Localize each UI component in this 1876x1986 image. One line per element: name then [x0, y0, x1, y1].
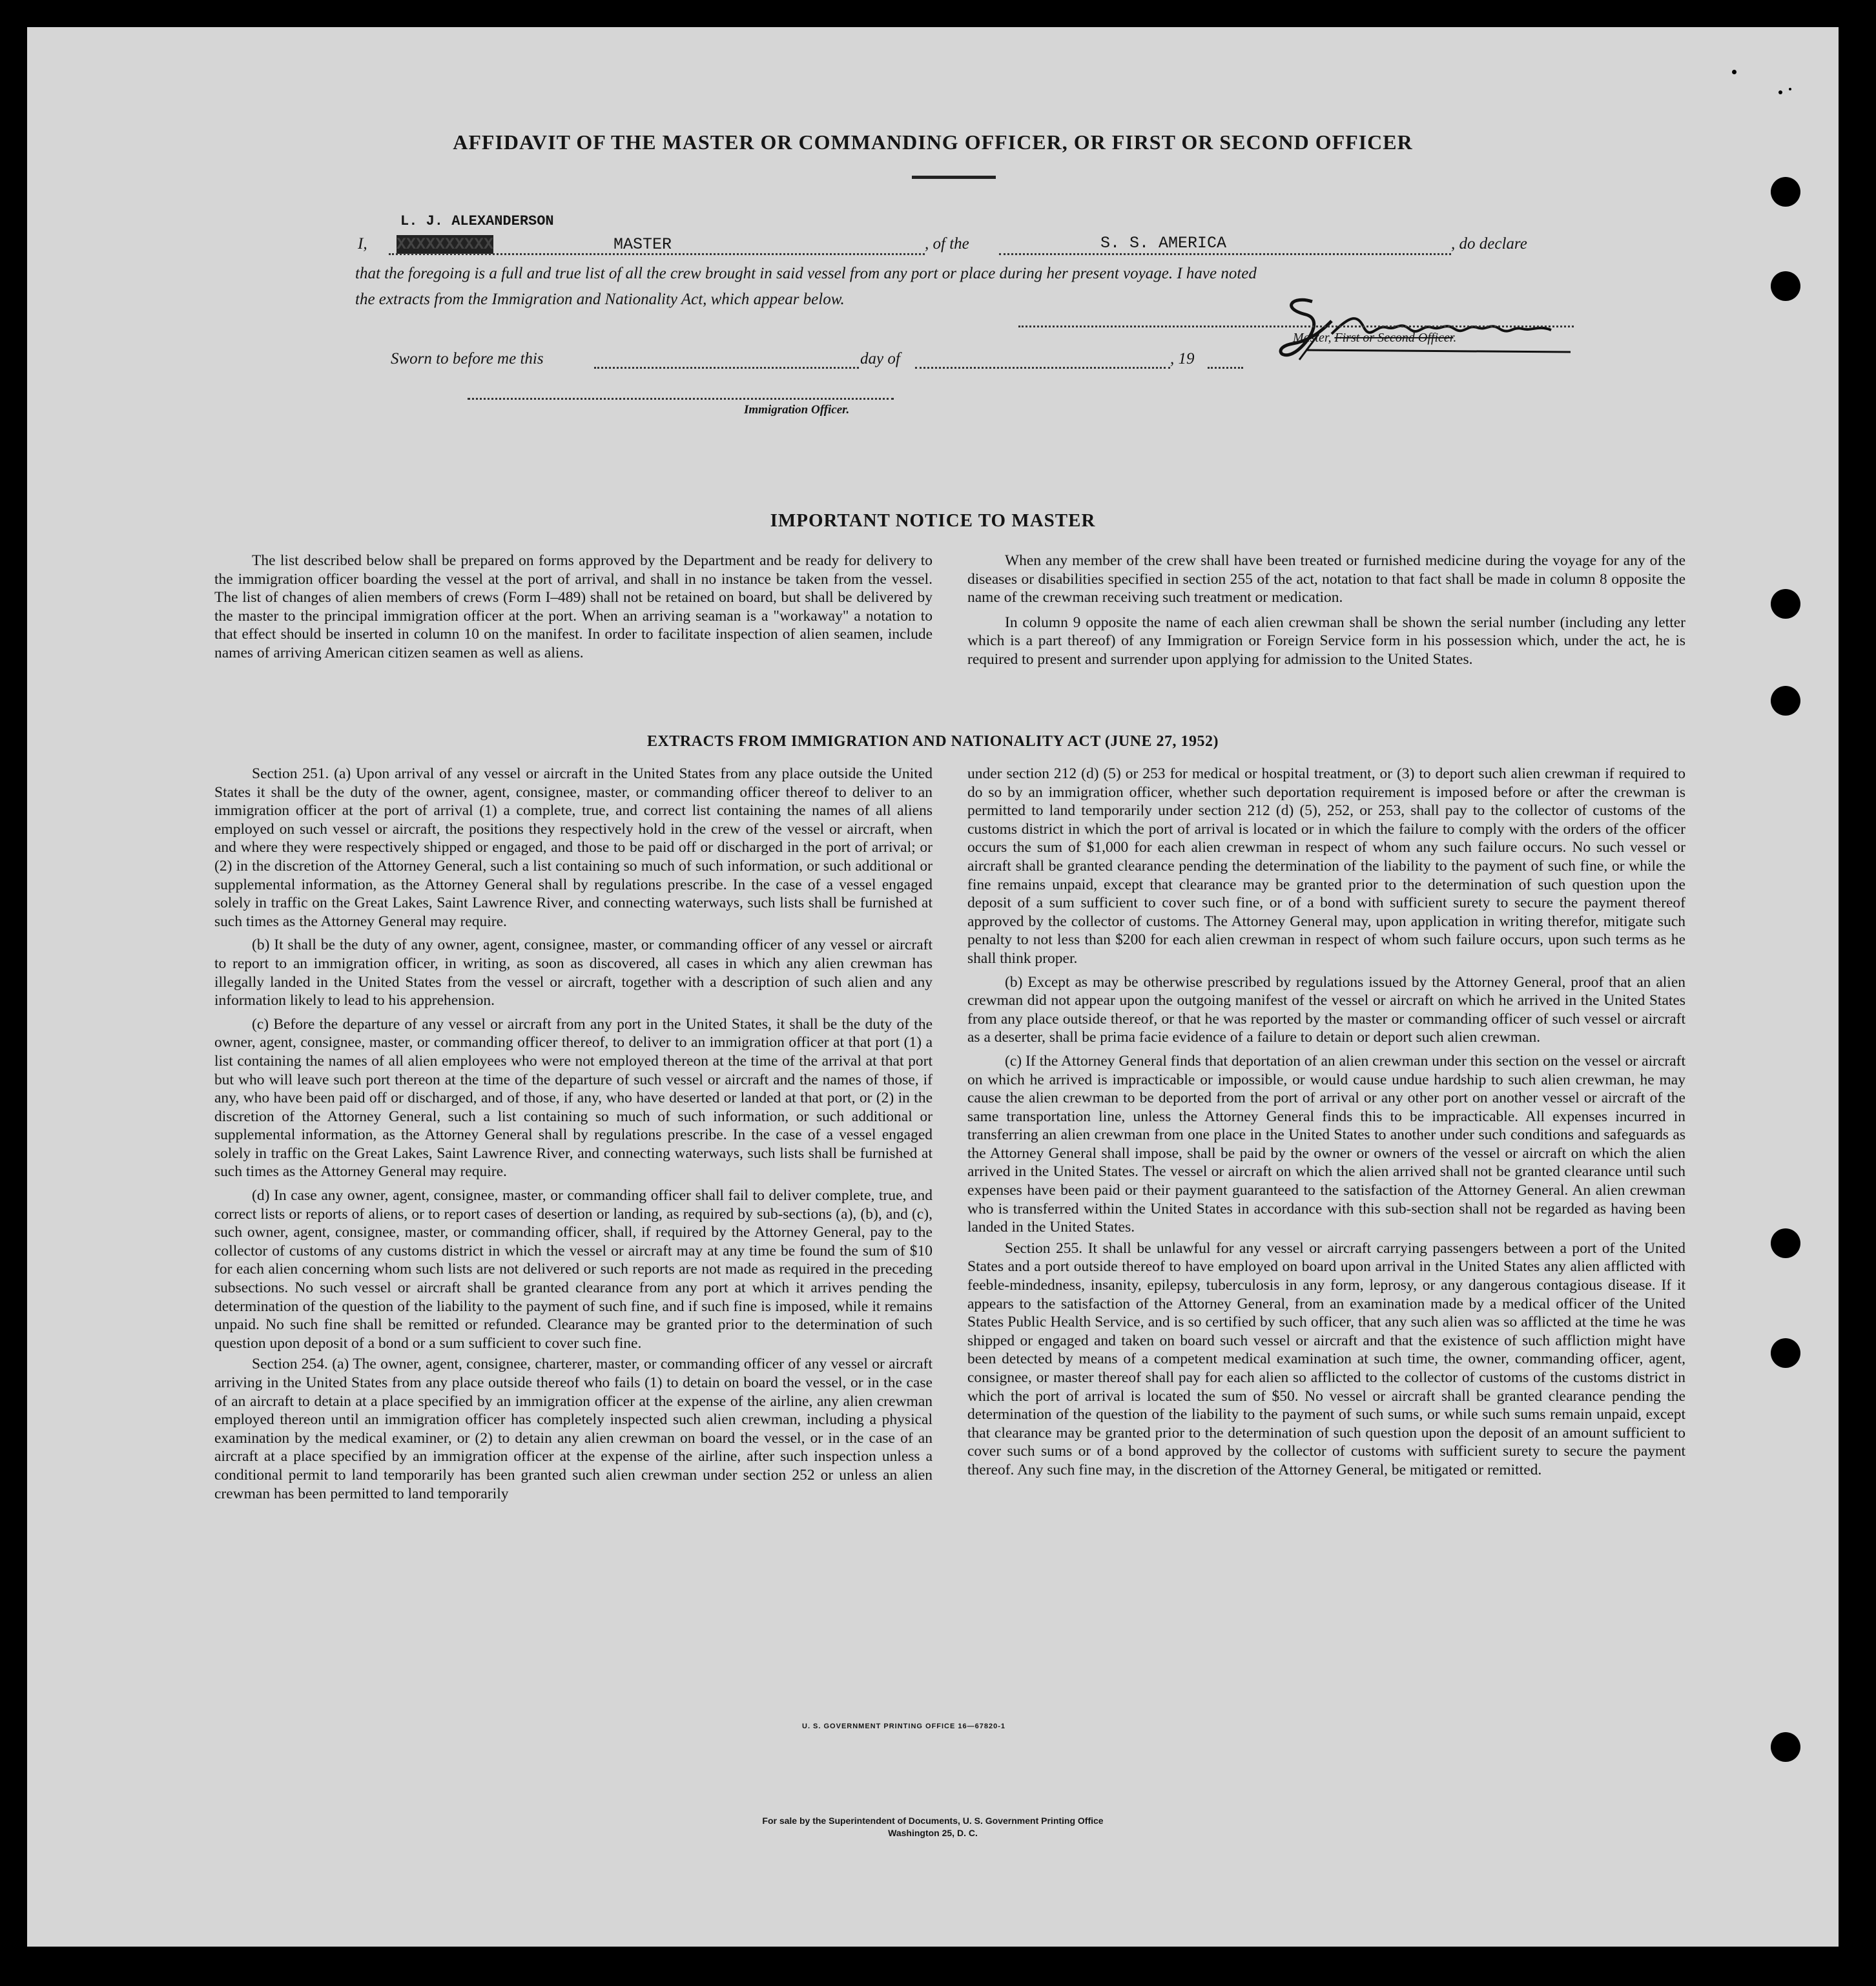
gpo-imprint: U. S. GOVERNMENT PRINTING OFFICE 16—67820-1: [802, 1722, 1006, 1730]
section-251-a: Section 251. (a) Upon arrival of any vessel or aircraft in the United States from any place outside the United States it shall be the duty of the owner, agent, consignee, master, or commanding officer thereof to deliver to an immigration officer at the port of arrival (1) a complete, true, and correct list containing the names of all aliens employed on such vessel or aircraft, the positions they respectively hold in the crew of the vessel or aircraft, when and where they were respectively shipped or engaged, and those to be paid off or discharged in the port of arrival; or (2) in the discretion of the Attorney General, such a list containing so much of such information, or such additional or supplemental information, as the Attorney General shall by regulations prescribe. In the case of a vessel engaged solely in traffic on the Great Lakes, Saint Lawrence River, and connecting waterways, such lists shall be furnished at such times as the Attorney General may require.: [214, 765, 933, 930]
sworn-day-line: [594, 367, 859, 369]
title-rule: [912, 176, 996, 179]
punch-hole: [1771, 1338, 1800, 1368]
notice-title: IMPORTANT NOTICE TO MASTER: [770, 510, 1096, 531]
of-the-label: , of the: [925, 235, 969, 253]
caption-officer-struck: First or Second Officer: [1334, 331, 1454, 345]
day-of-label: day of: [860, 350, 900, 367]
section-254-b: (b) Except as may be otherwise prescribed by regulations issued by the Attorney General, proof that an alien crewman did not appear upon the outgoing manifest of the vessel or aircraft on which he arrived in the United States from any place outside thereof, or that he was reported by the master or commanding officer of such vessel or aircraft as a deserter, shall be prima facie evidence of a failure to detain or deport such alien crewman.: [967, 973, 1685, 1046]
struck-rank: XXXXXXXXXX: [397, 235, 494, 254]
sale-notice: [27, 1815, 1839, 1839]
year-label: , 19: [1170, 350, 1195, 367]
speck: [1778, 90, 1782, 94]
affidavit-title: AFFIDAVIT OF THE MASTER OR COMMANDING OFFICER, OR FIRST OR SECOND OFFICER: [453, 130, 1413, 154]
do-declare-label: , do declare: [1451, 235, 1527, 253]
vessel-line: [999, 253, 1451, 255]
sworn-label: Sworn to before me this: [391, 350, 544, 367]
officer-caption: Immigration Officer.: [744, 403, 850, 417]
master-name: L. J. ALEXANDERSON: [400, 213, 554, 229]
notice-right-column: [967, 552, 1685, 669]
section-254-a-cont: under section 212 (d) (5) or 253 for medical or hospital treatment, or (3) to deport such alien crewman if required to do so by an immigration officer, whether such deportation requirement is imposed before or after the crewman is permitted to land temporarily under section 212 (d) (5), 252, or 253, shall pay to the collector of customs of the customs district in which the port of arrival is located or in which the failure to comply with the orders of the officer occurs the sum of $1,000 for each alien crewman in respect of whom any such failure occurs. No such vessel or aircraft shall be granted clearance pending the determination of the liability to the payment of such fine, or while the fine remains unpaid, except that clearance may be granted prior to the determination of such question upon the deposit of a sum sufficient to cover such fine, or of a bond with sufficient surety to secure the payment thereof approved by the collector of customs. The Attorney General may, upon application in writing therefor, mitigate such penalty to not less than $200 for each alien crewman in respect of whom such failure occurs, upon such terms as he shall think proper.: [967, 765, 1685, 967]
caption-period: .: [1453, 331, 1457, 345]
extracts-title: EXTRACTS FROM IMMIGRATION AND NATIONALITY ACT (JUNE 27, 1952): [647, 733, 1219, 750]
punch-hole: [1771, 1732, 1800, 1762]
punch-hole: [1771, 177, 1800, 207]
notice-left-column: [214, 552, 933, 663]
officer-signature-line: [468, 398, 894, 400]
speck: [1789, 88, 1791, 90]
speck: [1732, 70, 1737, 74]
notice-left-paragraph: The list described below shall be prepared on forms approved by the Department and be ready for delivery to the immigration officer boarding the vessel at the port of arrival, and shall in no instance be taken from the vessel. The list of changes of alien members of crews (Form I–489) shall not be retained on board, but shall be delivered by the master to the principal immigration officer at the port. When an arriving seaman is a "workaway" a notation to that effect should be inserted in column 10 on the manifest. In order to facilitate inspection of alien seamen, include names of arriving American citizen seamen as well as aliens.: [214, 552, 933, 661]
document-page: [27, 27, 1839, 1947]
notice-right-paragraph-1: When any member of the crew shall have been treated or furnished medicine during the voyage for any of the diseases or disabilities specified in section 255 of the act, notation to that fact shall be made in column 8 opposite the name of the crewman receiving such treatment or medication.: [967, 552, 1685, 606]
rank-line: [389, 253, 925, 255]
section-251-d: (d) In case any owner, agent, consignee, master, or commanding officer shall fail to deliver complete, true, and correct lists or reports of aliens, or to report cases of desertion or landing, as required by sub-sections (a), (b), and (c), such owner, agent, consignee, master, or commanding officer, shall, if required by the Attorney General, pay to the collector of customs of any customs district in which the vessel or aircraft may at any time be found the sum of $10 for each alien concerning whom such lists are not delivered or such reports are not made as required in the preceding subsections. No such vessel or aircraft shall be granted clearance from any port at which it arrives pending the determination of the question of the liability to the payment of such fine, and if such fine is imposed, while it remains unpaid. No such fine shall be remitted or refunded. Clearance may be granted prior to the determination of such question upon deposit of a bond or a sum sufficient to cover such fine.: [214, 1187, 933, 1352]
sale-line-1: For sale by the Superintendent of Documents, U. S. Government Printing Office: [762, 1815, 1104, 1826]
signature-caption: [1293, 331, 1456, 346]
section-255: Section 255. It shall be unlawful for any vessel or aircraft carrying passengers between a port of the United States and a port outside thereof to have employed on board upon arrival in the United States any alien afflicted with feeble-mindedness, insanity, epilepsy, tuberculosis in any form, leprosy, or any dangerous contagious disease. If it appears to the satisfaction of the Attorney General, from an examination made by a medical officer of the United States Public Health Service, and is so certified by such officer, that any such alien was so afflicted at the time he was shipped or engaged and taken on board such vessel or aircraft and that the existence of such affliction might have been detected by means of a competent medical examination at such time, the owner, commanding officer, agent, consignee, or master thereof shall pay for each alien so afflicted to the collector of customs of the customs district in which the port of arrival is located the sum of $50. No vessel or aircraft shall be granted clearance pending the determination of the question of the liability to the payment of such sums, or while such sums remain unpaid, except that clearance may be granted prior to the determination of such question upon the deposit of an amount sufficient to cover such sums or of a bond approved by the collector of customs with sufficient surety to secure the payment thereof. Any such fine may, in the discretion of the Attorney General, be mitigated or remitted.: [967, 1239, 1685, 1478]
month-line: [915, 367, 1170, 369]
extracts-left-column: [214, 765, 933, 1503]
sale-line-2: Washington 25, D. C.: [888, 1828, 978, 1838]
prefix-i: I,: [358, 235, 367, 253]
declaration-line-3: the extracts from the Immigration and Nationality Act, which appear below.: [355, 291, 845, 308]
punch-hole: [1771, 589, 1800, 619]
punch-hole: [1771, 271, 1800, 301]
rank-typed: MASTER: [613, 235, 672, 254]
punch-hole: [1771, 1228, 1800, 1258]
punch-hole: [1771, 686, 1800, 716]
section-251-c: (c) Before the departure of any vessel or aircraft from any port in the United States, it shall be the duty of the owner, agent, consignee, master, or commanding officer thereof, to deliver to an immigration officer at that port (1) a list containing the names of all alien employees who were not employed thereon at the time of the arrival at that port but who will leave such port thereon at the time of the departure of such vessel or aircraft and the names of those, if any, who have been paid off or discharged, and of those, if any, who have deserted or landed at that port, or (2) in the discretion of the Attorney General, such a list containing so much of such information, or such additional or supplemental information, as the Attorney General shall by regulations prescribe. In the case of a vessel engaged solely in traffic on the Great Lakes, Saint Lawrence River, and connecting waterways, such lists shall be furnished at such times as the Attorney General may require.: [214, 1015, 933, 1181]
section-254-c: (c) If the Attorney General finds that deportation of an alien crewman under this section on the vessel or aircraft on which he arrived is impracticable or impossible, or would cause undue hardship to such alien crewman, he may cause the alien crewman to be deported from the port of arrival or any other port on another vessel or aircraft of the same transportation line, unless the Attorney General finds this to be impracticable. All expenses incurred in transferring an alien crewman from one place in the United States to another under such conditions and safeguards as the Attorney General shall impose, shall be paid by the owner or owners of the vessel or aircraft on which the alien arrived in the United States. The vessel or aircraft on which the alien arrived shall not be granted clearance until such expenses have been paid or their payment guaranteed to the satisfaction of the Attorney General. An alien crewman who is transferred within the United States in accordance with this sub-section shall not be regarded as having been landed in the United States.: [967, 1052, 1685, 1236]
signature-line: [1018, 326, 1574, 327]
caption-master: Master,: [1293, 331, 1335, 345]
notice-right-paragraph-2: In column 9 opposite the name of each alien crewman shall be shown the serial number (including any letter which is a part thereof) of any Immigration or Foreign Service form in his possession which, under the act, he is required to present and surrender upon applying for admission to the United States.: [967, 614, 1685, 668]
section-251-b: (b) It shall be the duty of any owner, agent, consignee, master, or commanding officer of any vessel or aircraft to report to an immigration officer, in writing, as soon as discovered, all cases in which any alien crewman has illegally landed in the United States from the vessel or aircraft, together with a description of such alien and any information likely to lead to his apprehension.: [214, 936, 933, 1009]
extracts-right-column: [967, 765, 1685, 1480]
vessel-name: S. S. AMERICA: [1100, 234, 1227, 253]
section-254-a: Section 254. (a) The owner, agent, consignee, charterer, master, or commanding officer of any vessel or aircraft arriving in the United States from any place outside thereof who fails (1) to detain on board the vessel, or in the case of an aircraft to detain at a place specified by an immigration officer at the expense of the airline, any alien crewman employed thereon until an immigration officer has completely inspected such alien crewman, including a physical examination by the medical examiner, or (2) to detain any alien crewman on board the vessel, or in the case of an aircraft at a place specified by an immigration officer at the expense of the airline, after such inspection unless a conditional permit to land temporarily has been granted such alien crewman under section 252 or unless an alien crewman has been permitted to land temporarily: [214, 1356, 933, 1502]
declaration-line-2: that the foregoing is a full and true list of all the crew brought in said vessel from any port or place during her present voyage. I have noted: [355, 265, 1257, 282]
year-line: [1208, 367, 1243, 369]
